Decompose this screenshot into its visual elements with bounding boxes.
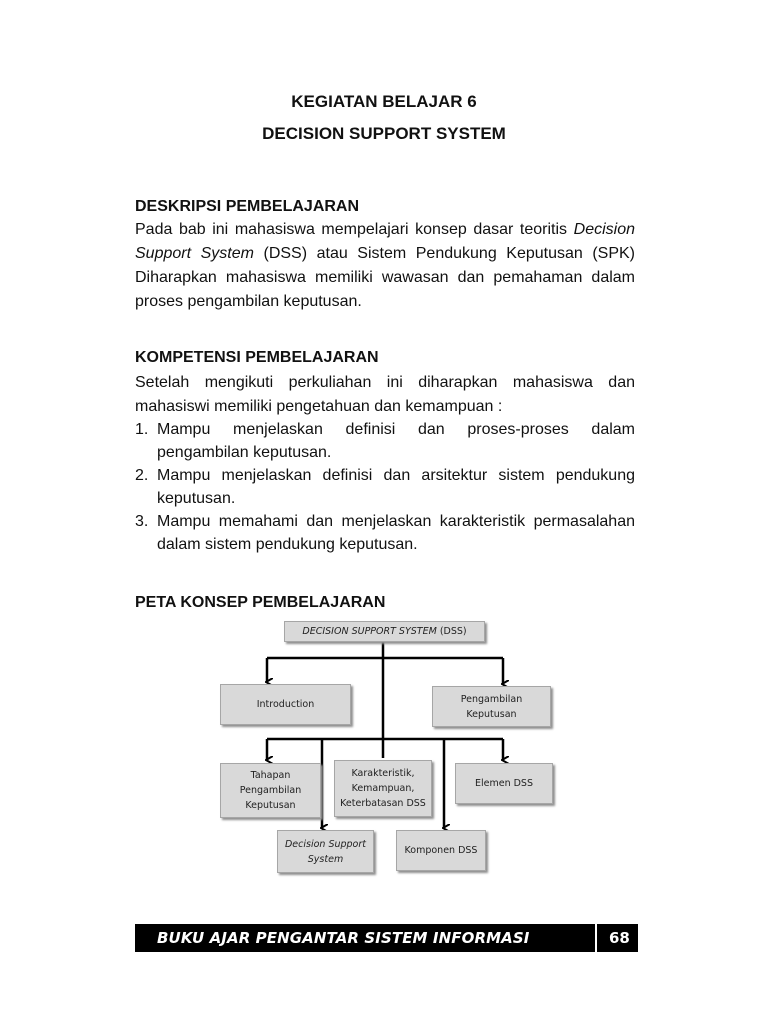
- kompetensi-intro: Setelah mengikuti perkuliahan ini diharapkan mahasiswa dan mahasiswi memiliki pengetahuan dan kemampuan :: [135, 374, 635, 415]
- list-item-number: 2.: [135, 467, 149, 484]
- box-line: System: [307, 853, 344, 865]
- box-komponen-dss: [396, 830, 486, 871]
- box-root-italic: DECISION SUPPORT SYSTEM: [302, 626, 437, 637]
- box-line: Pengambilan: [460, 693, 523, 705]
- box-line: Kemampuan,: [351, 783, 415, 794]
- list-item-text: Mampu memahami dan menjelaskan karakteristik permasalahan dalam sistem pendukung keputusan.: [157, 513, 635, 553]
- box-line: Keputusan: [245, 800, 296, 811]
- kompetensi-heading: KOMPETENSI PEMBELAJARAN: [135, 349, 379, 366]
- box-elemen-dss: [455, 763, 553, 804]
- box-tahapan-pengambilan-keputusan: [220, 763, 321, 818]
- box-komponen-label: Komponen DSS: [404, 845, 478, 856]
- box-elemen-label: Elemen DSS: [474, 778, 533, 789]
- box-introduction: [220, 684, 351, 725]
- footer-divider: [595, 924, 597, 952]
- box-line: Pengambilan: [239, 785, 302, 796]
- chapter-subtitle: DECISION SUPPORT SYSTEM: [262, 124, 506, 143]
- box-line: Karakteristik,: [351, 768, 415, 779]
- box-dss-definition: [277, 830, 374, 873]
- box-line: Decision Support: [284, 838, 367, 850]
- list-item-text: Mampu menjelaskan definisi dan proses-proses dalam pengambilan keputusan.: [157, 421, 635, 461]
- list-item-number: 3.: [135, 513, 149, 530]
- box-pengambilan-keputusan: [432, 686, 551, 727]
- box-karakteristik: [334, 760, 432, 817]
- deskripsi-text-2: (DSS) atau Sistem Pendukung Keputusan (SPK) Diharapkan mahasiswa memiliki wawasan dan pemahaman dalam proses pengambilan keputusan.: [135, 245, 635, 310]
- chapter-title: KEGIATAN BELAJAR 6: [291, 92, 477, 111]
- box-line: Tahapan: [250, 770, 291, 781]
- page-number: 68: [609, 929, 630, 947]
- deskripsi-text-1: Pada bab ini mahasiswa mempelajari konsep dasar teoritis: [135, 221, 574, 238]
- list-item-text: Mampu menjelaskan definisi dan arsitektur sistem pendukung keputusan.: [157, 467, 635, 507]
- box-root-suffix: (DSS): [436, 626, 467, 637]
- deskripsi-heading: DESKRIPSI PEMBELAJARAN: [135, 198, 360, 215]
- box-line: Keterbatasan DSS: [340, 798, 426, 809]
- peta-heading: PETA KONSEP PEMBELAJARAN: [135, 594, 386, 611]
- box-introduction-label: Introduction: [256, 699, 315, 710]
- box-decision-support-system: [284, 621, 485, 642]
- list-item-number: 1.: [135, 421, 149, 438]
- page-footer: [135, 924, 638, 952]
- box-line: Keputusan: [466, 708, 517, 720]
- footer-book-title: BUKU AJAR PENGANTAR SISTEM INFORMASI: [157, 929, 530, 947]
- deskripsi-text-italic: Decision Support System: [135, 221, 635, 262]
